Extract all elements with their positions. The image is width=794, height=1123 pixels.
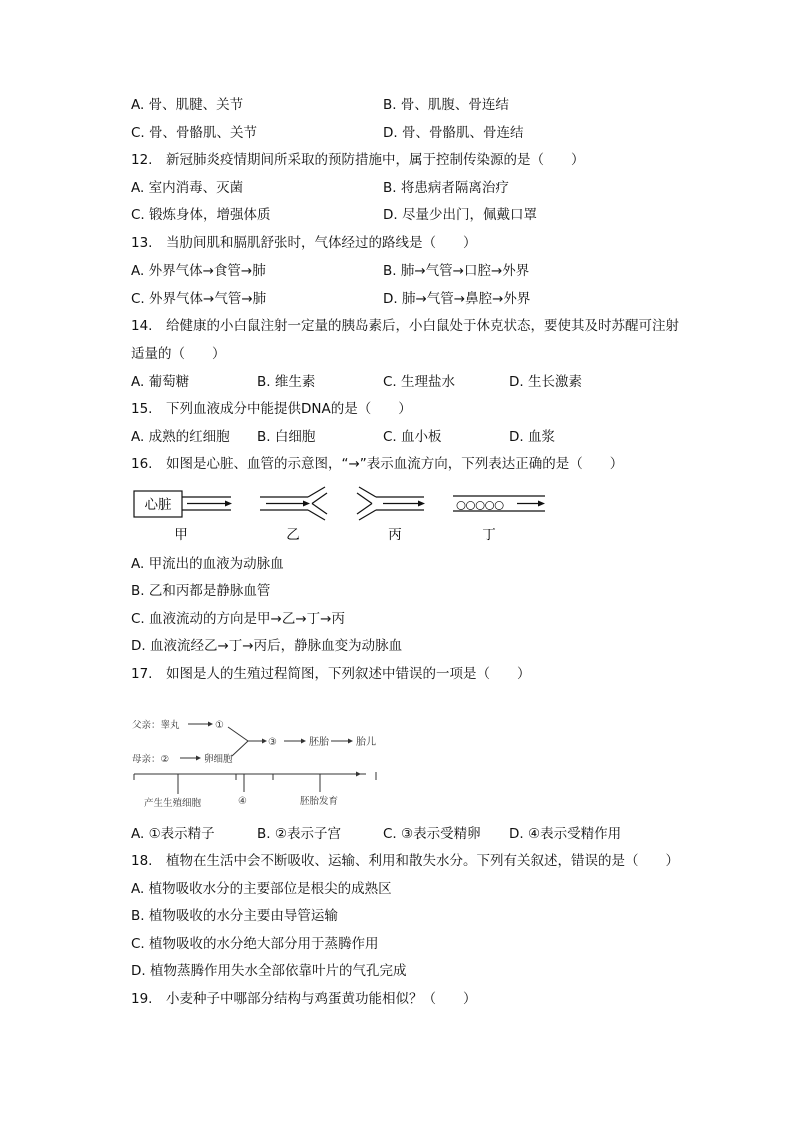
q19-stem: 19. 小麦种子中哪部分结构与鸡蛋黄功能相似？（ ）: [131, 991, 477, 1007]
father-label: 父亲：睾丸: [132, 720, 180, 731]
q17-stem: 17. 如图是人的生殖过程简图，下列叙述中错误的一项是（ ）: [131, 666, 531, 682]
heart-label: 心脏: [144, 497, 172, 513]
q14-stem-line1: 14. 给健康的小白鼠注射一定量的胰岛素后，小白鼠处于休克状态，要使其及时苏醒可注射: [131, 318, 679, 334]
q16-stem: 16. 如图是心脏、血管的示意图，“→”表示血流方向，下列表达正确的是（ ）: [131, 456, 624, 472]
label-yi: 乙: [286, 527, 300, 543]
q16-option-d: D. 血液流经乙→丁→丙后，静脉血变为动脉血: [131, 638, 403, 654]
fetus-label: 胎儿: [356, 737, 376, 748]
q16-option-a: A. 甲流出的血液为动脉血: [131, 556, 284, 572]
q13-option-d: D. 肺→气管→鼻腔→外界: [383, 291, 531, 307]
q17-option-a: A. ①表示精子: [131, 826, 215, 842]
q14-option-b: B. 维生素: [257, 374, 316, 390]
q18-option-b: B. 植物吸收的水分主要由导管运输: [131, 908, 338, 924]
q16-option-c: C. 血液流动的方向是甲→乙→丁→丙: [131, 611, 345, 627]
mother-label: 母亲：②: [132, 754, 170, 765]
q14-stem-line2: 适量的（ ）: [131, 346, 226, 362]
stage-embryo-development: 胚胎发育: [300, 796, 339, 807]
q13-stem: 13. 当肋间肌和膈肌舒张时，气体经过的路线是（ ）: [131, 235, 477, 251]
q15-option-c: C. 血小板: [383, 429, 442, 445]
q11-option-d: D. 骨、骨骼肌、骨连结: [383, 125, 524, 141]
q17-option-d: D. ④表示受精作用: [509, 826, 622, 842]
q17-option-c: C. ③表示受精卵: [383, 826, 481, 842]
circle-4: ④: [238, 796, 247, 807]
q14-option-a: A. 葡萄糖: [131, 374, 190, 390]
q18-option-c: C. 植物吸收的水分绝大部分用于蒸腾作用: [131, 936, 379, 952]
capillary-cells: ○○○○○: [456, 497, 504, 512]
q13-option-a: A. 外界气体→食管→肺: [131, 263, 266, 279]
q12-option-c: C. 锻炼身体，增强体质: [131, 207, 271, 223]
q12-option-a: A. 室内消毒、灭菌: [131, 180, 244, 196]
label-jia: 甲: [174, 527, 188, 543]
q15-option-b: B. 白细胞: [257, 429, 316, 445]
stage-produce-gametes: 产生生殖细胞: [144, 798, 202, 809]
q15-option-a: A. 成熟的红细胞: [131, 429, 230, 445]
q15-stem: 15. 下列血液成分中能提供DNA的是（ ）: [131, 401, 412, 417]
circle-1: ①: [215, 720, 224, 731]
label-bing: 丙: [388, 527, 402, 543]
q12-stem: 12. 新冠肺炎疫情期间所采取的预防措施中，属于控制传染源的是（ ）: [131, 152, 585, 168]
q11-option-c: C. 骨、骨骼肌、关节: [131, 125, 258, 141]
q18-option-a: A. 植物吸收水分的主要部位是根尖的成熟区: [131, 881, 392, 897]
heart-vessel-diagram: [125, 482, 565, 548]
q15-option-d: D. 血浆: [509, 429, 555, 445]
q12-option-b: B. 将患病者隔离治疗: [383, 180, 509, 196]
q11-option-a: A. 骨、肌腱、关节: [131, 97, 244, 113]
q14-option-d: D. 生长激素: [509, 374, 582, 390]
q12-option-d: D. 尽量少出门，佩戴口罩: [383, 207, 537, 223]
q17-option-b: B. ②表示子宫: [257, 826, 341, 842]
q11-option-b: B. 骨、肌腹、骨连结: [383, 97, 509, 113]
q16-option-b: B. 乙和丙都是静脉血管: [131, 583, 271, 599]
q18-option-d: D. 植物蒸腾作用失水全部依靠叶片的气孔完成: [131, 963, 407, 979]
reproduction-process-diagram: [128, 710, 388, 812]
label-ding: 丁: [482, 527, 496, 543]
q13-option-c: C. 外界气体→气管→肺: [131, 291, 267, 307]
q18-stem: 18. 植物在生活中会不断吸收、运输、利用和散失水分。下列有关叙述，错误的是（ ）: [131, 853, 679, 869]
circle-3: ③: [268, 737, 277, 748]
q13-option-b: B. 肺→气管→口腔→外界: [383, 263, 530, 279]
q14-option-c: C. 生理盐水: [383, 374, 456, 390]
embryo-label: 胚胎: [309, 737, 329, 748]
egg-label: 卵细胞: [204, 754, 233, 765]
